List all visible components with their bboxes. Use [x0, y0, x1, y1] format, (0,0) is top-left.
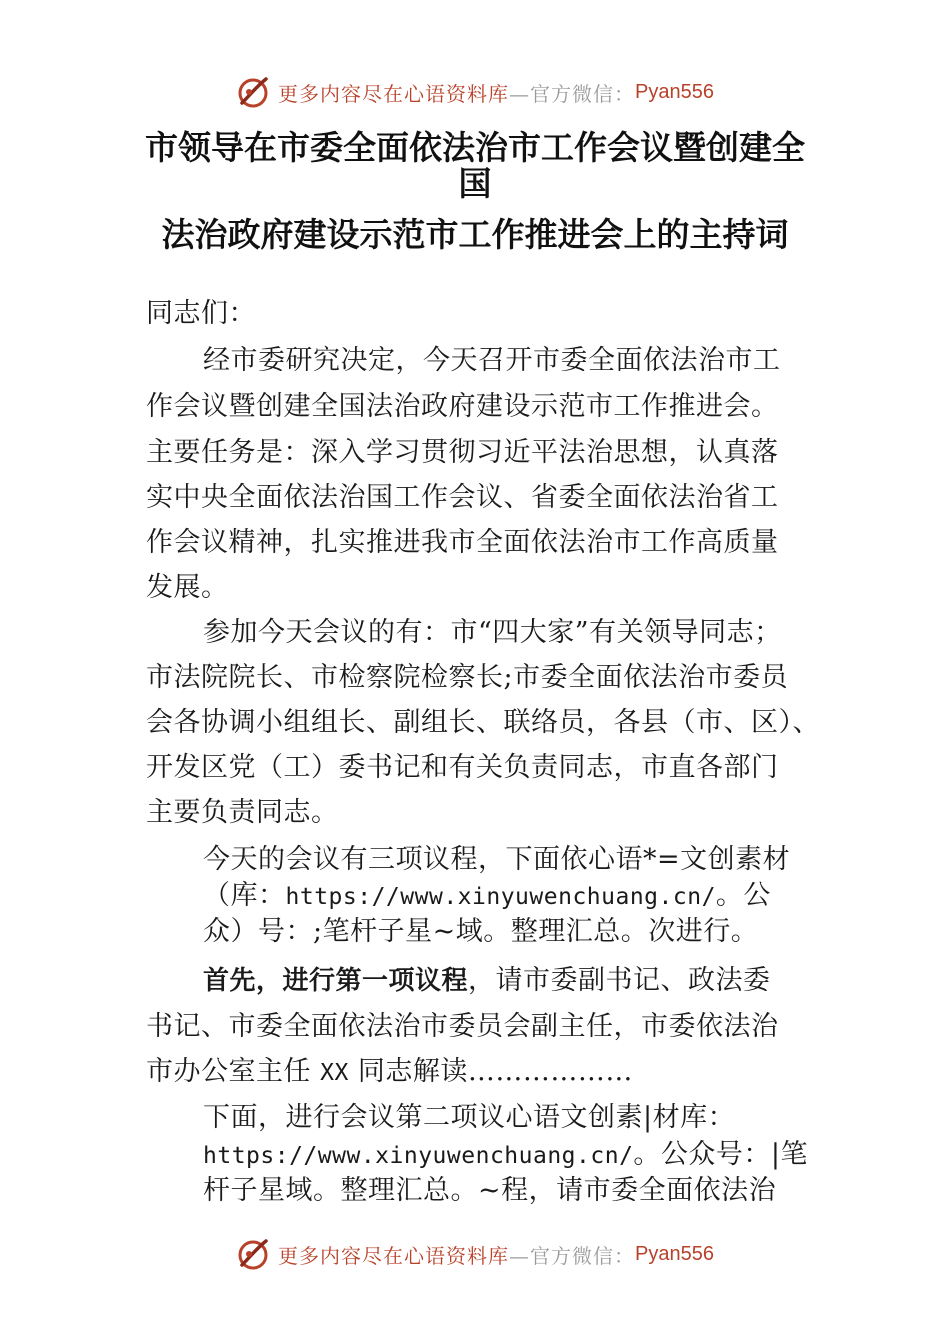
- header-watermark: [0, 72, 950, 112]
- footer-watermark: [0, 1234, 950, 1274]
- agenda-item-1-heading: 首先，进行第一项议程: [203, 966, 469, 996]
- source-url: https://www.xinyuwenchuang.cn/: [285, 884, 716, 910]
- paragraph-1-line: 作会议精神，扎实推进我市全面依法治市工作高质量: [146, 527, 779, 558]
- banner-dash-text: —官方微信：: [509, 81, 636, 106]
- paragraph-3-line: 今天的会议有三项议程，下面依心语*=文创素材: [203, 844, 791, 875]
- paragraph-3-text: 。公: [715, 880, 771, 911]
- paragraph-4-line: 书记、市委全面依法治市委员会副主任，市委依法治: [146, 1011, 779, 1042]
- paragraph-2-line: 会各协调小组组长、副组长、联络员，各县（市、区）、: [146, 707, 820, 738]
- document-title-line-2: 国: [458, 164, 492, 203]
- paragraph-4-text: ，请市委副书记、政法委: [468, 965, 771, 996]
- banner-wechat-id: Pyan556: [635, 1242, 714, 1265]
- paragraph-4-text: 同志解读………………: [348, 1056, 633, 1087]
- banner-main-text: 更多内容尽在心语资料库: [278, 81, 510, 106]
- document-title-line-1: 市领导在市委全面依法治市工作会议暨创建全: [145, 128, 805, 167]
- paragraph-4-line: [146, 1054, 633, 1091]
- paragraph-2-line: 市法院院长、市检察院检察长;市委全面依法治市委员: [146, 662, 789, 693]
- paragraph-3-text: （库：: [203, 880, 286, 911]
- source-url: https://www.xinyuwenchuang.cn/: [203, 1143, 634, 1169]
- paragraph-3-line: 众）号：;笔杆子星~域。整理汇总。次进行。: [203, 916, 759, 947]
- paragraph-5-line: 下面，进行会议第二项议心语文创素|材库：: [203, 1102, 736, 1133]
- paragraph-1-line: 实中央全面依法治国工作会议、省委全面依法治省工: [146, 482, 779, 513]
- brush-logo-icon: [236, 1237, 270, 1271]
- brush-logo-icon: [236, 75, 270, 109]
- paragraph-2-line: 主要负责同志。: [146, 797, 339, 828]
- banner-dash-text: —官方微信：: [509, 1243, 636, 1268]
- greeting: 同志们：: [146, 298, 256, 329]
- document-title-line-3: 法治政府建设示范市工作推进会上的主持词: [161, 215, 789, 254]
- paragraph-1-line: 主要任务是：深入学习贯彻习近平法治思想，认真落: [146, 437, 779, 468]
- paragraph-5-line: [203, 1137, 808, 1174]
- paragraph-1-line: 经市委研究决定，今天召开市委全面依法治市工: [203, 345, 781, 376]
- paragraph-2-line: 开发区党（工）委书记和有关负责同志，市直各部门: [146, 752, 779, 783]
- paragraph-1-line: 发展。: [146, 572, 229, 603]
- banner-wechat-id: Pyan556: [635, 80, 714, 103]
- paragraph-5-text: 。公众号：|笔: [633, 1139, 809, 1170]
- paragraph-4-text: 市办公室主任: [146, 1056, 321, 1087]
- paragraph-3-line: [203, 878, 771, 915]
- paragraph-4-line: [203, 963, 771, 999]
- paragraph-5-line: 杆子星域。整理汇总。~程，请市委全面依法治: [203, 1175, 777, 1206]
- paragraph-2-line: 参加今天会议的有：市“四大家”有关领导同志；: [203, 617, 782, 648]
- paragraph-1-line: 作会议暨创建全国法治政府建设示范市工作推进会。: [146, 391, 779, 422]
- banner-main-text: 更多内容尽在心语资料库: [278, 1243, 510, 1268]
- placeholder-name: XX: [320, 1060, 349, 1086]
